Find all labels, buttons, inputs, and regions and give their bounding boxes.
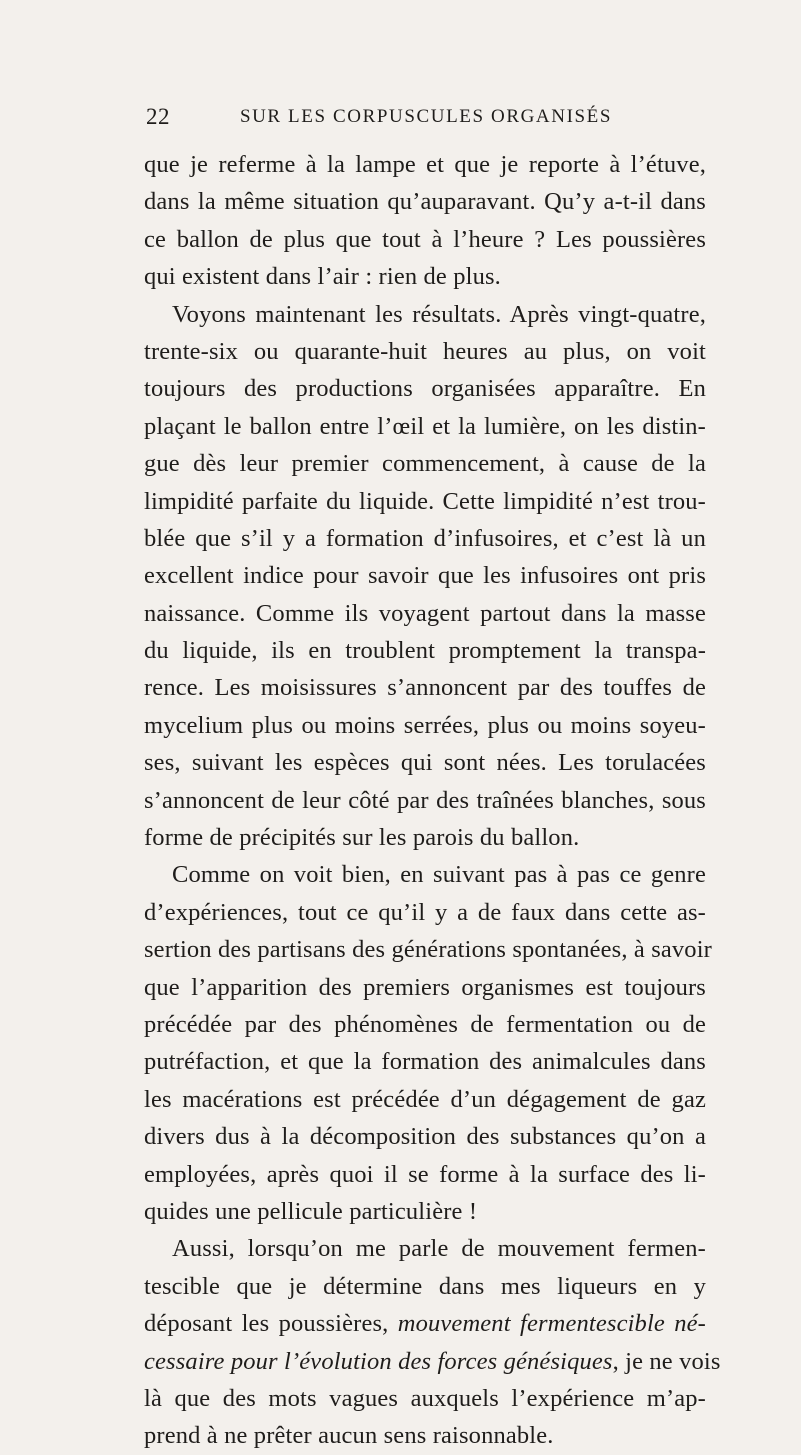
text-line: tescible que je détermine dans mes liqueurs en y <box>144 1272 706 1300</box>
running-title: SUR LES CORPUSCULES ORGANISÉS <box>239 106 613 127</box>
text-line: d’expériences, tout ce qu’il y a de faux dans cette as- <box>144 898 706 926</box>
text-line: blée que s’il y a formation d’infusoires, et c’est là un <box>144 524 706 552</box>
text-line: mycelium plus ou moins serrées, plus ou moins soyeu- <box>144 711 706 739</box>
text-line: qui existent dans l’air : rien de plus. <box>144 263 501 291</box>
text-line: que l’apparition des premiers organismes est toujours <box>144 973 706 1001</box>
text-line: employées, après quoi il se forme à la surface des li- <box>144 1160 706 1188</box>
text-line: putréfaction, et que la formation des animalcules dans <box>144 1048 706 1076</box>
text-line: ce ballon de plus que tout à l’heure ? Les poussières <box>144 225 706 253</box>
text-line: dans la même situation qu’auparavant. Qu’y a-t-il dans <box>144 188 706 216</box>
text-line: forme de précipités sur les parois du ballon. <box>144 824 580 852</box>
text-line: sertion des partisans des générations spontanées, à savoir <box>144 936 712 964</box>
text-line <box>144 1305 706 1342</box>
page-number: 22 <box>146 104 170 129</box>
text-line: précédée par des phénomènes de fermentation ou de <box>144 1010 706 1038</box>
text-line: prend à ne prêter aucun sens raisonnable. <box>144 1422 554 1450</box>
paragraph-start-line: Comme on voit bien, en suivant pas à pas ce genre <box>172 861 706 889</box>
italic-phrase: cessaire pour l’évolution des forces génésiques <box>144 1347 613 1375</box>
text-segment: déposant les poussières, <box>144 1310 398 1338</box>
text-line: là que des mots vagues auxquels l’expérience m’ap- <box>144 1384 706 1412</box>
body-text <box>144 146 721 1455</box>
text-line: les macérations est précédée d’un dégagement de gaz <box>144 1085 706 1113</box>
text-segment: , je ne vois <box>612 1347 721 1375</box>
text-line: toujours des productions organisées apparaître. En <box>144 375 706 403</box>
text-line: trente-six ou quarante-huit heures au plus, on voit <box>144 337 706 365</box>
text-line: divers dus à la décomposition des substances qu’on a <box>144 1123 706 1151</box>
paragraph-start-line: Aussi, lorsqu’on me parle de mouvement fermen- <box>172 1235 706 1263</box>
text-line: naissance. Comme ils voyagent partout dans la masse <box>144 599 706 627</box>
text-line <box>144 1343 721 1380</box>
text-line: rence. Les moisissures s’annoncent par des touffes de <box>144 674 706 702</box>
text-line: du liquide, ils en troublent promptement la transpa- <box>144 637 706 665</box>
text-line: plaçant le ballon entre l’œil et la lumière, on les distin- <box>144 412 706 440</box>
text-line: quides une pellicule particulière ! <box>144 1197 478 1225</box>
paragraph-start-line: Voyons maintenant les résultats. Après vingt-quatre, <box>172 300 706 328</box>
text-line: que je referme à la lampe et que je reporte à l’étuve, <box>144 151 706 178</box>
text-line: s’annoncent de leur côté par des traînées blanches, sous <box>144 786 706 814</box>
page-header <box>146 104 706 140</box>
italic-phrase: mouvement fermentescible né- <box>397 1310 706 1338</box>
text-line: excellent indice pour savoir que les infusoires ont pris <box>144 562 706 590</box>
text-line: gue dès leur premier commencement, à cause de la <box>144 450 706 478</box>
text-line: ses, suivant les espèces qui sont nées. Les torulacées <box>144 749 706 777</box>
text-line: limpidité parfaite du liquide. Cette limpidité n’est trou- <box>144 487 706 515</box>
